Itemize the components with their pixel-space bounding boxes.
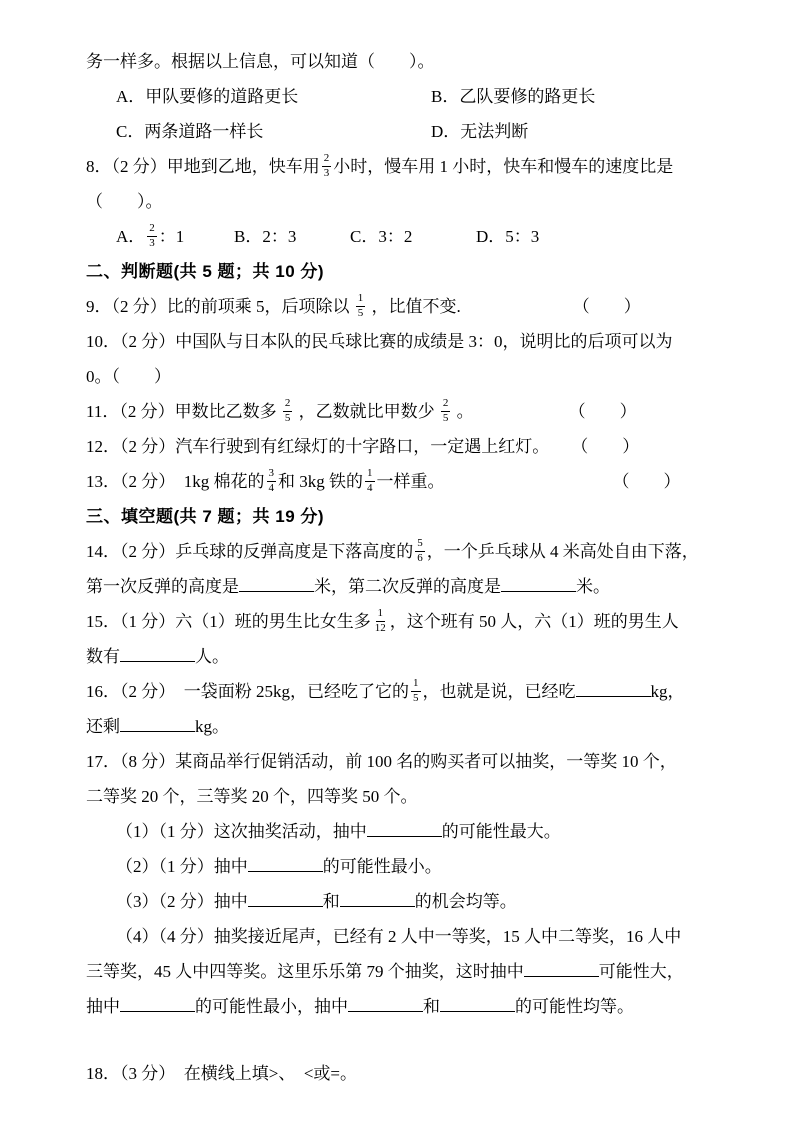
- fraction-numerator: 1: [376, 607, 386, 622]
- fraction: [441, 397, 451, 426]
- blank-underline: [248, 892, 323, 907]
- question-11: [86, 394, 723, 429]
- text-segment: 第一次反弹的高度是: [86, 577, 239, 596]
- question-8-option-d: D．5：3: [476, 227, 540, 246]
- question-7-option-a: A．甲队要修的道路更长: [116, 87, 299, 106]
- fraction-numerator: 2: [441, 397, 451, 412]
- fraction: [283, 397, 293, 426]
- question-7-option-c: C．两条道路一样长: [116, 122, 264, 141]
- blank-underline: [501, 577, 576, 592]
- answer-parentheses: （ ）: [571, 437, 640, 456]
- text-segment: 小时，慢车用 1 小时，快车和慢车的速度比是: [333, 157, 674, 176]
- text-segment: 米。: [576, 577, 610, 596]
- question-8-answer-parentheses: [86, 184, 723, 219]
- answer-parentheses: （ ）: [572, 297, 641, 316]
- question-16-line-1: [86, 674, 723, 709]
- text-segment: 13．（2 分） 1kg 棉花的: [86, 472, 265, 491]
- blank-underline: [120, 647, 195, 662]
- fraction: [267, 467, 277, 496]
- text-segment: ：1: [158, 227, 185, 246]
- question-9: [86, 289, 723, 324]
- fraction-denominator: 5: [413, 691, 419, 704]
- text-segment: ，比值不变.: [367, 297, 461, 316]
- fraction: [356, 292, 366, 321]
- fraction: [147, 222, 157, 251]
- text-segment: kg，: [650, 682, 685, 701]
- question-7-stem-continuation: [86, 44, 723, 79]
- section-2-heading: 二、判断题(共 5 题；共 10 分): [86, 262, 325, 281]
- text-segment: 和: [322, 892, 340, 911]
- fraction-numerator: 1: [365, 467, 375, 482]
- fraction: [373, 607, 388, 636]
- fraction-numerator: 1: [411, 677, 421, 692]
- fraction-numerator: 2: [283, 397, 293, 412]
- text-segment: 的可能性均等。: [515, 997, 634, 1016]
- text-segment: 抽中: [86, 997, 120, 1016]
- text-segment: 还剩: [86, 717, 120, 736]
- text-segment: ，一个乒乓球从 4 米高处自由下落，: [426, 542, 699, 561]
- question-17-sub-1: [86, 814, 723, 849]
- text-segment: 8．（2 分）甲地到乙地，快车用: [86, 157, 320, 176]
- text-segment: （ ）。: [86, 192, 163, 211]
- question-10-line-2: 0。（ ）: [86, 367, 171, 386]
- text-segment: A．: [116, 227, 146, 246]
- text-segment: 12．（2 分）汽车行驶到有红绿灯的十字路口，一定遇上红灯。: [86, 437, 550, 456]
- text-segment: 15．（1 分）六（1）班的男生比女生多: [86, 612, 371, 631]
- question-7-option-d: D．无法判断: [431, 122, 529, 141]
- text-segment: 的可能性最大。: [441, 822, 561, 841]
- fraction-numerator: 5: [415, 537, 425, 552]
- text-segment: ，乙数就比甲数少: [294, 402, 439, 421]
- question-17-sub-4-line-1: （4）（4 分）抽奖接近尾声，已经有 2 人中一等奖，15 人中二等奖，16 人中: [116, 927, 682, 946]
- answer-parentheses: （ ）: [568, 402, 637, 421]
- question-16-line-2: [86, 709, 723, 744]
- text-segment: 9．（2 分）比的前项乘 5，后项除以: [86, 297, 354, 316]
- question-8-stem: [86, 149, 723, 184]
- question-17-sub-3: [86, 884, 723, 919]
- text-segment: 11．（2 分）甲数比乙数多: [86, 402, 281, 421]
- question-8-option-b: B．2：3: [234, 227, 297, 246]
- question-14-line-2: [86, 569, 723, 604]
- blank-underline: [348, 997, 423, 1012]
- fraction: [411, 677, 421, 706]
- text-segment: （3）（2 分）抽中: [116, 892, 248, 911]
- blank-underline: [576, 682, 651, 697]
- fraction-denominator: 3: [323, 166, 330, 179]
- fraction-denominator: 12: [374, 621, 386, 634]
- section-3-heading: 三、填空题(共 7 题；共 19 分): [86, 507, 325, 526]
- question-8-options-row: [86, 219, 723, 254]
- text-segment: 的机会均等。: [414, 892, 517, 911]
- text-segment: 的可能性最小。: [322, 857, 442, 876]
- question-7-options-row-1: [86, 79, 723, 114]
- question-10-line-1: 10．（2 分）中国队与日本队的民乓球比赛的成绩是 3：0，说明比的后项可以为: [86, 332, 673, 351]
- fraction: [322, 152, 332, 181]
- text-segment: 16．（2 分） 一袋面粉 25kg，已经吃了它的: [86, 682, 409, 701]
- text-segment: 数有: [86, 647, 120, 666]
- fraction: [415, 537, 425, 566]
- text-segment: 务一样多。根据以上信息，可以知道（ ）。: [86, 52, 435, 71]
- blank-underline: [340, 892, 415, 907]
- text-segment: 14．（2 分）乒乓球的反弹高度是下落高度的: [86, 542, 414, 561]
- text-segment: 和: [423, 997, 440, 1016]
- text-segment: 的可能性最小，抽中: [195, 997, 348, 1016]
- blank-underline: [440, 997, 515, 1012]
- text-segment: 三等奖，45 人中四等奖。这里乐乐第 79 个抽奖，这时抽中: [86, 962, 524, 981]
- answer-parentheses: （ ）: [612, 472, 681, 491]
- text-segment: 人。: [195, 647, 229, 666]
- text-segment: 和 3kg 铁的: [278, 472, 363, 491]
- question-8-option-c: C．3：2: [350, 227, 413, 246]
- question-7-options-row-2: [86, 114, 723, 149]
- text-segment: 一样重。: [376, 472, 445, 491]
- text-segment: （2）（1 分）抽中: [116, 857, 248, 876]
- question-13: [86, 464, 723, 499]
- question-17-line-2: 二等奖 20 个，三等奖 20 个，四等奖 50 个。: [86, 787, 418, 806]
- question-17-sub-4-line-2: [86, 954, 723, 989]
- blank-underline: [367, 822, 442, 837]
- fraction-numerator: 3: [267, 467, 277, 482]
- fraction-numerator: 2: [322, 152, 332, 167]
- fraction-numerator: 2: [147, 222, 157, 237]
- blank-underline: [120, 717, 195, 732]
- text-segment: 米，第二次反弹的高度是: [314, 577, 501, 596]
- fraction-denominator: 5: [284, 411, 291, 424]
- fraction-denominator: 3: [149, 236, 155, 249]
- question-15-line-1: [86, 604, 723, 639]
- fraction-denominator: 6: [417, 551, 423, 564]
- question-8-option-a: [116, 219, 234, 254]
- blank-underline: [239, 577, 314, 592]
- fraction-denominator: 4: [367, 481, 373, 494]
- text-segment: kg。: [195, 717, 229, 736]
- text-segment: （1）（1 分）这次抽奖活动，抽中: [116, 822, 367, 841]
- fraction-denominator: 5: [442, 411, 449, 424]
- question-18: 18．（3 分） 在横线上填>、 <或=。: [86, 1064, 358, 1083]
- fraction-denominator: 4: [268, 481, 274, 494]
- question-7-option-b: B．乙队要修的路更长: [431, 87, 596, 106]
- question-14-line-1: [86, 534, 723, 569]
- blank-underline: [248, 857, 323, 872]
- fraction-denominator: 5: [357, 306, 364, 319]
- text-segment: ，这个班有 50 人，六（1）班的男生人: [389, 612, 679, 631]
- question-17-sub-4-line-3: [86, 989, 723, 1024]
- blank-underline: [120, 997, 195, 1012]
- question-15-line-2: [86, 639, 723, 674]
- question-17-line-1: 17．（8 分）某商品举行促销活动，前 100 名的购买者可以抽奖，一等奖 10 个，: [86, 752, 677, 771]
- fraction: [365, 467, 375, 496]
- question-12: [86, 429, 723, 464]
- fraction-numerator: 1: [356, 292, 366, 307]
- blank-underline: [524, 962, 599, 977]
- question-17-sub-2: [86, 849, 723, 884]
- text-segment: ，也就是说，已经吃: [422, 682, 576, 701]
- text-segment: 可能性大，: [598, 962, 684, 981]
- text-segment: 。: [452, 402, 474, 421]
